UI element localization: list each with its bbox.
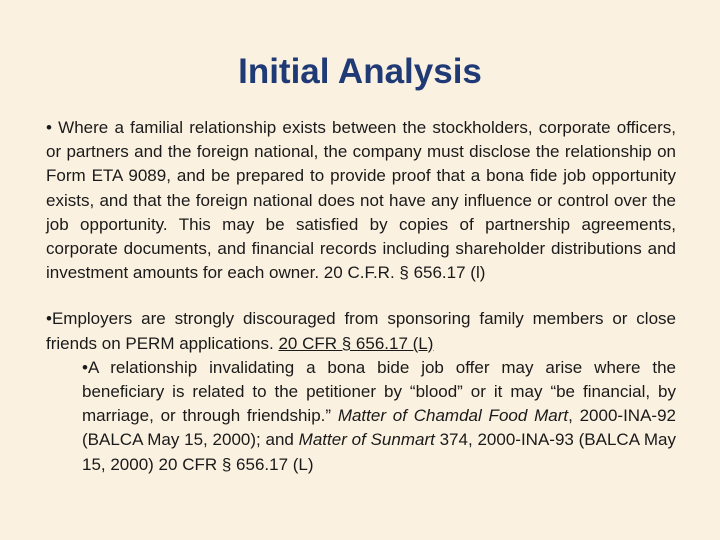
slide-body	[46, 116, 676, 477]
bullet-text: Employers are strongly discouraged from sponsoring family members or close friends on PERM applications.	[46, 309, 676, 353]
bullet-employers-discouraged	[46, 307, 676, 355]
bullet-text: A relationship invalidating a bona bide job offer may arise where the beneficiary is related to the petitioner by “blood” or it may “be financial, by marriage, or through friendship.”	[82, 357, 676, 426]
bullet-marker: •	[46, 309, 52, 329]
bullet-marker: •	[46, 118, 52, 137]
case-name-sunmart: Matter of Sunmart	[298, 430, 435, 450]
slide-title: Initial Analysis	[238, 52, 482, 91]
case-name-chamdal: Matter of Chamdal Food Mart	[337, 406, 569, 426]
bullet-marker: •	[82, 357, 88, 377]
citation-link[interactable]: 20 CFR § 656.17 (L)	[278, 333, 434, 353]
bullet-text: Where a familial relationship exists between the stockholders, corporate officers, or partners and the foreign national, the company must disclose the relationship on Form ETA 9089, and be prepared to provide proof that a bona fide job opportunity exists, and that the foreign national does not have any influence or control over the job opportunity. This may be satisfied by copies of partnership agreements, corporate documents, and financial records including shareholder distributions and investment amounts for each owner. 20 C.F.R. § 656.17 (l)	[46, 118, 676, 283]
sub-bullet-relationship	[82, 356, 676, 477]
bullet-familial-relationship	[46, 116, 676, 285]
bullet-text-mid: , 2000-INA-92 (BALCA May 15, 2000); and	[82, 406, 676, 450]
bullet-text-end: 374, 2000-INA-93 (BALCA May 15, 2000) 20 CFR § 656.17 (L)	[82, 430, 676, 474]
